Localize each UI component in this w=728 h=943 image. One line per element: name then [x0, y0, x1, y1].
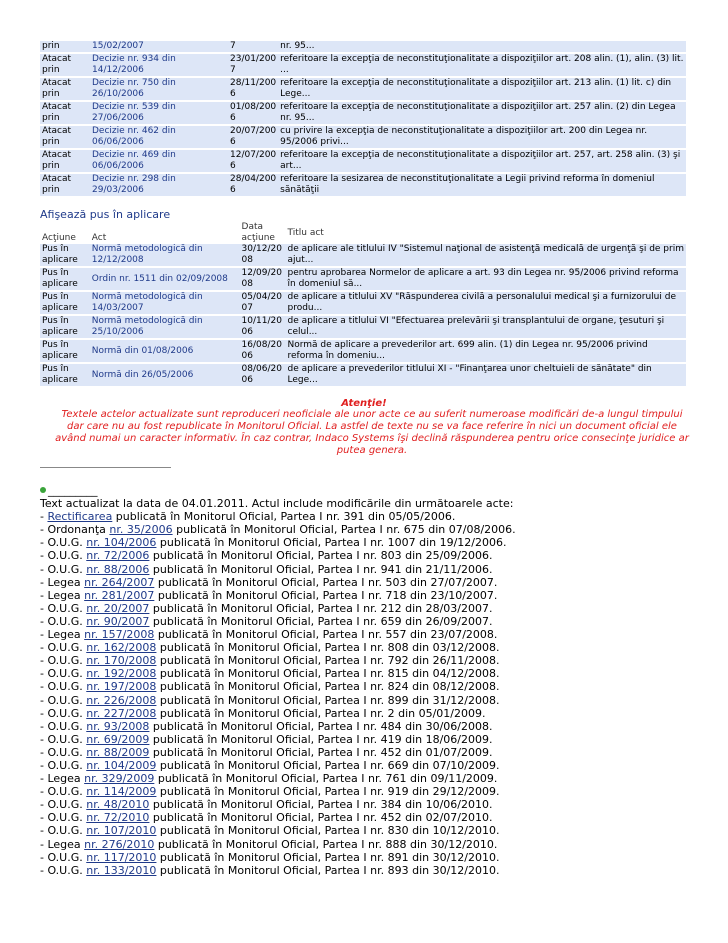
action-cell: Atacat prin: [40, 78, 90, 100]
title-cell: de aplicare a titlului VI "Efectuarea prelevării şi transplantului de organe, ţesuturi şi celul...: [286, 316, 687, 338]
act-link[interactable]: nr. 170/2008: [86, 654, 157, 668]
col-act-header: Act: [90, 222, 240, 244]
act-link[interactable]: nr. 93/2008: [86, 719, 150, 733]
note-suffix: publicată în Monitorul Oficial, Partea I nr. 503 din 27/07/2007.: [154, 575, 498, 589]
note-prefix: - O.U.G.: [40, 614, 87, 628]
note-prefix: - O.U.G.: [40, 798, 87, 812]
amendment-note: [40, 720, 700, 733]
note-suffix: publicată în Monitorul Oficial, Partea I nr. 941 din 21/11/2006.: [149, 562, 493, 576]
act-link[interactable]: nr. 226/2008: [86, 693, 157, 707]
act-link[interactable]: Decizie nr. 462 din 06/06/2006: [90, 126, 228, 148]
title-cell: referitoare la excepţia de neconstituţionalitate a dispoziţiilor art. 208 alin. (1), alin. (3) lit. ...: [278, 54, 686, 76]
act-link[interactable]: nr. 117/2010: [86, 850, 157, 864]
note-prefix: - O.U.G.: [40, 562, 87, 576]
amendment-note: [40, 523, 700, 536]
act-link[interactable]: nr. 276/2010: [84, 837, 155, 851]
amendment-note: [40, 798, 700, 811]
action-cell: Pus în aplicare: [40, 292, 90, 314]
date-cell: 01/08/200 6: [230, 102, 277, 123]
applied-row: [40, 364, 686, 386]
act-link[interactable]: nr. 90/2007: [86, 614, 150, 628]
applied-heading[interactable]: Afişează pus în aplicare: [40, 208, 171, 221]
note-prefix: - O.U.G.: [40, 785, 87, 799]
title-cell: referitoare la excepţia de neconstituţionalitate a dispoziţiilor art. 213 alin. (1) lit. c) din Lege...: [278, 78, 686, 100]
act-link[interactable]: 15/02/2007: [90, 41, 228, 52]
note-suffix: publicată în Monitorul Oficial, Partea I nr. 803 din 25/09/2006.: [149, 549, 493, 563]
act-link[interactable]: nr. 72/2006: [86, 549, 150, 563]
note-prefix: - O.U.G.: [40, 667, 87, 681]
act-link[interactable]: nr. 133/2010: [86, 863, 157, 877]
act-link[interactable]: nr. 227/2008: [86, 706, 157, 720]
applied-row: [40, 316, 686, 338]
amendment-note: [40, 589, 700, 602]
date-cell: 10/11/20 06: [240, 316, 286, 338]
note-prefix: - Legea: [40, 588, 85, 602]
act-link[interactable]: nr. 69/2009: [86, 732, 150, 746]
warning-title: Atenţie!: [341, 398, 387, 409]
title-cell: cu privire la excepţia de neconstituţionalitate a dispoziţiilor art. 200 din Legea nr. 95/2006 privi...: [278, 126, 686, 148]
applied-row: [40, 244, 686, 266]
note-suffix: publicată în Monitorul Oficial, Partea I nr. 557 din 23/07/2008.: [154, 628, 498, 642]
note-prefix: - O.U.G.: [40, 811, 87, 825]
amendment-note: [40, 707, 700, 720]
amendment-note: [40, 680, 700, 693]
act-link[interactable]: nr. 114/2009: [86, 785, 157, 799]
note-prefix: - O.U.G.: [40, 654, 87, 668]
act-link[interactable]: nr. 281/2007: [84, 588, 155, 602]
amendment-note: [40, 563, 700, 576]
col-action-header: Acţiune: [40, 222, 90, 244]
note-suffix: publicată în Monitorul Oficial, Partea I nr. 808 din 03/12/2008.: [156, 641, 500, 655]
note-prefix: - Ordonanţa: [40, 523, 110, 537]
note-prefix: - Legea: [40, 772, 85, 786]
note-suffix: publicată în Monitorul Oficial, Partea I nr. 1007 din 19/12/2006.: [156, 536, 507, 550]
note-prefix: - Legea: [40, 837, 85, 851]
amendment-note: [40, 824, 700, 837]
act-link[interactable]: Decizie nr. 469 din 06/06/2006: [90, 150, 228, 172]
note-prefix: - O.U.G.: [40, 693, 87, 707]
act-link[interactable]: Normă din 01/08/2006: [90, 340, 240, 362]
note-prefix: - O.U.G.: [40, 680, 87, 694]
action-cell: Atacat prin: [40, 150, 90, 172]
note-prefix: - O.U.G.: [40, 641, 87, 655]
note-prefix: - O.U.G.: [40, 601, 87, 615]
note-suffix: publicată în Monitorul Oficial, Partea I nr. 484 din 30/06/2008.: [149, 719, 493, 733]
amendment-row: [40, 126, 686, 148]
applied-row: [40, 292, 686, 314]
amendment-note: [40, 536, 700, 549]
amendment-note: [40, 615, 700, 628]
act-link[interactable]: nr. 104/2009: [86, 758, 157, 772]
amendment-note: [40, 694, 700, 707]
note-suffix: publicată în Monitorul Oficial, Partea I nr. 761 din 09/11/2009.: [154, 772, 498, 786]
act-link[interactable]: nr. 88/2006: [86, 562, 150, 576]
action-cell: Pus în aplicare: [40, 244, 90, 266]
note-suffix: publicată în Monitorul Oficial, Partea I nr. 669 din 07/10/2009.: [156, 758, 500, 772]
amendment-note: [40, 549, 700, 562]
title-cell: nr. 95...: [278, 41, 686, 52]
act-link[interactable]: Rectificarea: [47, 510, 113, 524]
applied-row: [40, 340, 686, 362]
note-suffix: publicată în Monitorul Oficial, Partea I nr. 384 din 10/06/2010.: [149, 798, 493, 812]
title-cell: de aplicare a titlului XV "Răspunderea civilă a personalului medical şi a furnizorului de produ...: [286, 292, 687, 314]
act-link[interactable]: nr. 48/2010: [86, 798, 150, 812]
amendment-note: [40, 602, 700, 615]
act-link[interactable]: nr. 88/2009: [86, 745, 150, 759]
amendment-note: [40, 759, 700, 772]
amendment-notes: [40, 484, 700, 877]
date-cell: 28/04/200 6: [230, 174, 277, 195]
amendment-note: [40, 628, 700, 641]
note-prefix: - O.U.G.: [40, 549, 87, 563]
title-cell: Normă de aplicare a prevederilor art. 699 alin. (1) din Legea nr. 95/2006 privind reforma în domeniu...: [286, 340, 687, 362]
date-cell: 05/04/20 07: [240, 292, 286, 314]
act-link[interactable]: Decizie nr. 934 din 14/12/2006: [90, 54, 228, 76]
notes-intro: Text actualizat la data de 04.01.2011. Actul include modificările din următoarele acte:: [40, 497, 514, 511]
action-cell: Atacat prin: [40, 102, 90, 124]
act-link[interactable]: nr. 72/2010: [86, 811, 150, 825]
note-prefix: - O.U.G.: [40, 850, 87, 864]
note-prefix: - O.U.G.: [40, 706, 87, 720]
act-link[interactable]: Decizie nr. 750 din 26/10/2006: [90, 78, 228, 100]
action-cell: Pus în aplicare: [40, 316, 90, 338]
act-link[interactable]: nr. 107/2010: [86, 824, 157, 838]
title-cell: referitoare la excepţia de neconstituţionalitate a dispoziţiilor art. 257, art. 258 alin. (3) şi art...: [278, 150, 686, 172]
act-link[interactable]: Normă metodologică din 12/12/2008: [90, 244, 240, 266]
applied-table: [40, 222, 686, 386]
amendment-note: [40, 667, 700, 680]
act-link[interactable]: nr. 157/2008: [84, 628, 155, 642]
note-suffix: publicată în Monitorul Oficial, Partea I nr. 419 din 18/06/2009.: [149, 732, 493, 746]
note-suffix: publicată în Monitorul Oficial, Partea I nr. 718 din 23/10/2007.: [154, 588, 498, 602]
act-link[interactable]: nr. 35/2006: [109, 523, 173, 537]
date-cell: 16/08/20 06: [240, 340, 286, 362]
date-cell: 12/09/20 08: [240, 268, 286, 290]
action-cell: Atacat prin: [40, 126, 90, 148]
notes-separator: _________: [40, 484, 700, 497]
note-suffix: publicată în Monitorul Oficial, Partea I nr. 899 din 31/12/2008.: [156, 693, 500, 707]
amendments-table: [40, 41, 686, 196]
act-link[interactable]: nr. 329/2009: [84, 772, 155, 786]
note-suffix: publicată în Monitorul Oficial, Partea I nr. 891 din 30/12/2010.: [156, 850, 500, 864]
action-cell: prin: [40, 41, 90, 52]
warning-text: Textele actelor actualizate sunt reproduceri neoficiale ale unor acte ce au suferit numeroase modificări de-a lungul timpului dar care nu au fost republicate în Monitorul Oficial. La astfel de texte nu se va face referire în nici un document oficial ele având numai un caracter informativ. În caz contrar, Indaco Systems îşi declină răspunderea pentru orice consecinţe juridice ar putea genera.: [55, 409, 689, 456]
amendment-row: [40, 102, 686, 124]
amendment-note: [40, 510, 700, 523]
title-cell: pentru aprobarea Normelor de aplicare a art. 93 din Legea nr. 95/2006 privind reforma în domeniul să...: [286, 268, 687, 290]
act-link[interactable]: Decizie nr. 539 din 27/06/2006: [90, 102, 228, 124]
action-cell: Pus în aplicare: [40, 268, 90, 290]
act-link[interactable]: Normă metodologică din 14/03/2007: [90, 292, 240, 314]
note-suffix: publicată în Monitorul Oficial, Partea I nr. 391 din 05/05/2006.: [112, 510, 456, 524]
date-cell: 08/06/20 06: [240, 364, 286, 386]
note-suffix: publicată în Monitorul Oficial, Partea I nr. 830 din 10/12/2010.: [156, 824, 500, 838]
amendment-row: [40, 150, 686, 172]
amendment-row: [40, 54, 686, 76]
title-cell: referitoare la excepţia de neconstituţionalitate a dispoziţiilor art. 257 alin. (2) din Legea nr. 95...: [278, 102, 686, 124]
note-prefix: - O.U.G.: [40, 745, 87, 759]
amendment-note: [40, 811, 700, 824]
amendment-row: [40, 174, 686, 196]
note-suffix: publicată în Monitorul Oficial, Partea I nr. 815 din 04/12/2008.: [156, 667, 500, 681]
act-link[interactable]: nr. 264/2007: [84, 575, 155, 589]
action-cell: Pus în aplicare: [40, 340, 90, 362]
note-suffix: publicată în Monitorul Oficial, Partea I nr. 675 din 07/08/2006.: [172, 523, 516, 537]
note-prefix: -: [40, 510, 48, 524]
date-cell: 28/11/200 6: [230, 78, 277, 99]
date-cell: 23/01/200 7: [230, 54, 277, 75]
amendment-note: [40, 641, 700, 654]
amendment-note: [40, 864, 700, 877]
note-suffix: publicată în Monitorul Oficial, Partea I nr. 824 din 08/12/2008.: [156, 680, 500, 694]
amendment-note: [40, 785, 700, 798]
note-suffix: publicată în Monitorul Oficial, Partea I nr. 452 din 01/07/2009.: [149, 745, 493, 759]
note-suffix: publicată în Monitorul Oficial, Partea I nr. 919 din 29/12/2009.: [156, 785, 500, 799]
date-cell: 20/07/200 6: [230, 126, 277, 147]
note-prefix: - O.U.G.: [40, 863, 87, 877]
title-cell: referitoare la sesizarea de neconstituţionalitate a Legii privind reforma în domeniul sănătăţii: [278, 174, 686, 196]
col-date-header: Data acţiune: [240, 222, 286, 244]
note-prefix: - Legea: [40, 628, 85, 642]
amendment-note: [40, 733, 700, 746]
note-suffix: publicată în Monitorul Oficial, Partea I nr. 2 din 05/01/2009.: [156, 706, 486, 720]
act-link[interactable]: Ordin nr. 1511 din 02/09/2008: [90, 268, 240, 290]
note-suffix: publicată în Monitorul Oficial, Partea I nr. 893 din 30/12/2010.: [156, 863, 500, 877]
note-suffix: publicată în Monitorul Oficial, Partea I nr. 888 din 30/12/2010.: [154, 837, 498, 851]
bullet-icon: [40, 487, 46, 493]
note-prefix: - O.U.G.: [40, 536, 87, 550]
applied-row: [40, 268, 686, 290]
act-link[interactable]: nr. 197/2008: [86, 680, 157, 694]
action-cell: Atacat prin: [40, 174, 90, 196]
note-suffix: publicată în Monitorul Oficial, Partea I nr. 792 din 26/11/2008.: [156, 654, 500, 668]
note-suffix: publicată în Monitorul Oficial, Partea I nr. 452 din 02/07/2010.: [149, 811, 493, 825]
amendment-note: [40, 576, 700, 589]
date-cell: 30/12/20 08: [240, 244, 286, 266]
note-prefix: - O.U.G.: [40, 732, 87, 746]
title-cell: de aplicare a prevederilor titlului XI - "Finanţarea unor cheltuieli de sănătate" din Lege...: [286, 364, 687, 386]
date-cell: 12/07/200 6: [230, 150, 277, 171]
amendment-row: [40, 41, 686, 52]
col-title-header: Titlu act: [286, 222, 687, 244]
amendment-note: [40, 654, 700, 667]
note-prefix: - O.U.G.: [40, 719, 87, 733]
note-suffix: publicată în Monitorul Oficial, Partea I nr. 659 din 26/09/2007.: [149, 614, 493, 628]
note-suffix: publicată în Monitorul Oficial, Partea I nr. 212 din 28/03/2007.: [149, 601, 493, 615]
date-cell: 7: [228, 41, 278, 52]
action-cell: Pus în aplicare: [40, 364, 90, 386]
note-prefix: - O.U.G.: [40, 758, 87, 772]
act-link[interactable]: nr. 162/2008: [86, 641, 157, 655]
action-cell: Atacat prin: [40, 54, 90, 76]
act-link[interactable]: nr. 192/2008: [86, 667, 157, 681]
amendment-note: [40, 851, 700, 864]
act-link[interactable]: nr. 104/2006: [86, 536, 157, 550]
amendment-note: [40, 746, 700, 759]
title-cell: de aplicare ale titlului IV "Sistemul naţional de asistenţă medicală de urgenţă şi de prim ajut...: [287, 244, 684, 265]
note-prefix: - O.U.G.: [40, 824, 87, 838]
amendment-note: [40, 838, 700, 851]
act-link[interactable]: Decizie nr. 298 din 29/03/2006: [90, 174, 228, 196]
note-prefix: - Legea: [40, 575, 85, 589]
applied-header-row: [40, 222, 686, 244]
amendment-row: [40, 78, 686, 100]
separator-line: [40, 467, 171, 468]
act-link[interactable]: Normă din 26/05/2006: [90, 364, 240, 386]
amendment-note: [40, 772, 700, 785]
act-link[interactable]: nr. 20/2007: [86, 601, 150, 615]
act-link[interactable]: Normă metodologică din 25/10/2006: [90, 316, 240, 338]
